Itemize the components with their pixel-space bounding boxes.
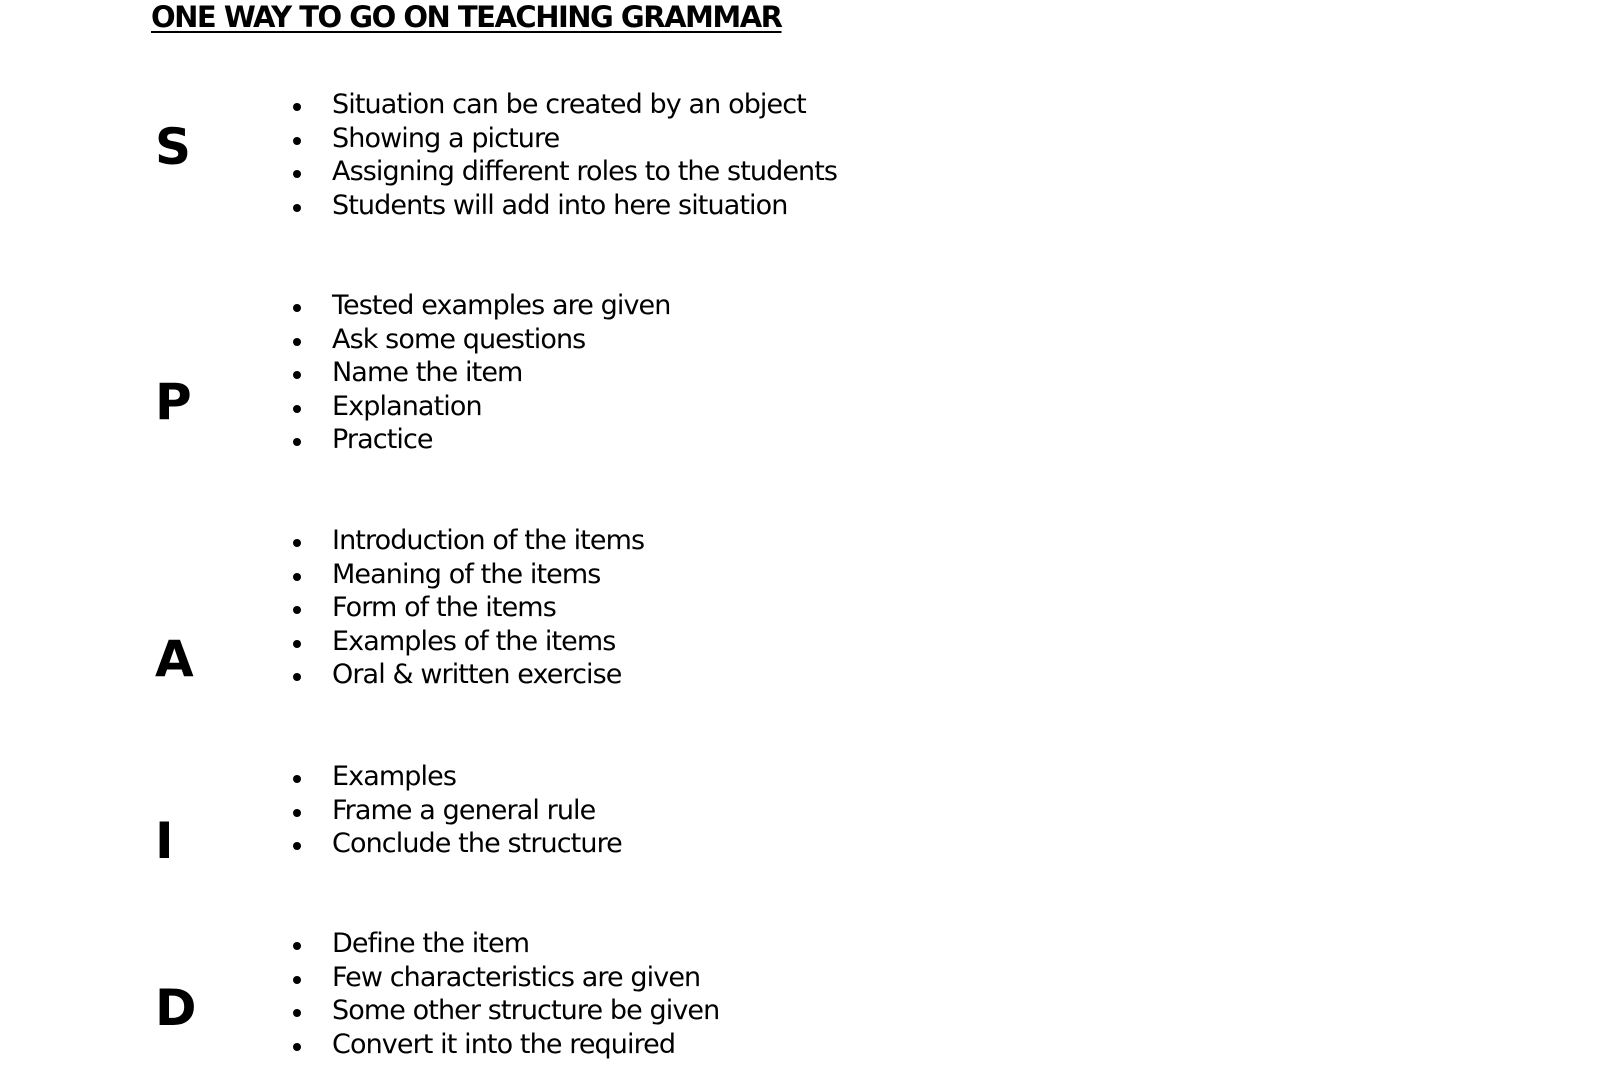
list-item: Showing a picture: [290, 122, 837, 156]
bullet-list: [290, 524, 644, 692]
list-item: Convert it into the required: [290, 1028, 719, 1062]
list-item: Assigning different roles to the students: [290, 155, 837, 189]
section-letter: P: [155, 373, 191, 431]
page-title: ONE WAY TO GO ON TEACHING GRAMMAR: [151, 0, 782, 34]
list-item: Situation can be created by an object: [290, 88, 837, 122]
list-item: Students will add into here situation: [290, 189, 837, 223]
list-item: Frame a general rule: [290, 794, 622, 828]
list-item: Examples: [290, 760, 622, 794]
bullet-list: [290, 289, 670, 457]
list-item: Form of the items: [290, 591, 644, 625]
bullet-list: [290, 927, 719, 1061]
list-item: Meaning of the items: [290, 558, 644, 592]
section-letter: S: [155, 118, 191, 176]
section-letter: D: [155, 979, 196, 1037]
list-item: Ask some questions: [290, 323, 670, 357]
bullet-list: [290, 760, 622, 861]
list-item: Oral & written exercise: [290, 658, 644, 692]
section-letter: A: [155, 630, 193, 688]
list-item: Conclude the structure: [290, 827, 622, 861]
section-letter: I: [155, 812, 173, 870]
list-item: Define the item: [290, 927, 719, 961]
list-item: Tested examples are given: [290, 289, 670, 323]
list-item: Explanation: [290, 390, 670, 424]
bullet-list: [290, 88, 837, 222]
list-item: Introduction of the items: [290, 524, 644, 558]
list-item: Few characteristics are given: [290, 961, 719, 995]
list-item: Name the item: [290, 356, 670, 390]
list-item: Examples of the items: [290, 625, 644, 659]
list-item: Some other structure be given: [290, 994, 719, 1028]
list-item: Practice: [290, 423, 670, 457]
